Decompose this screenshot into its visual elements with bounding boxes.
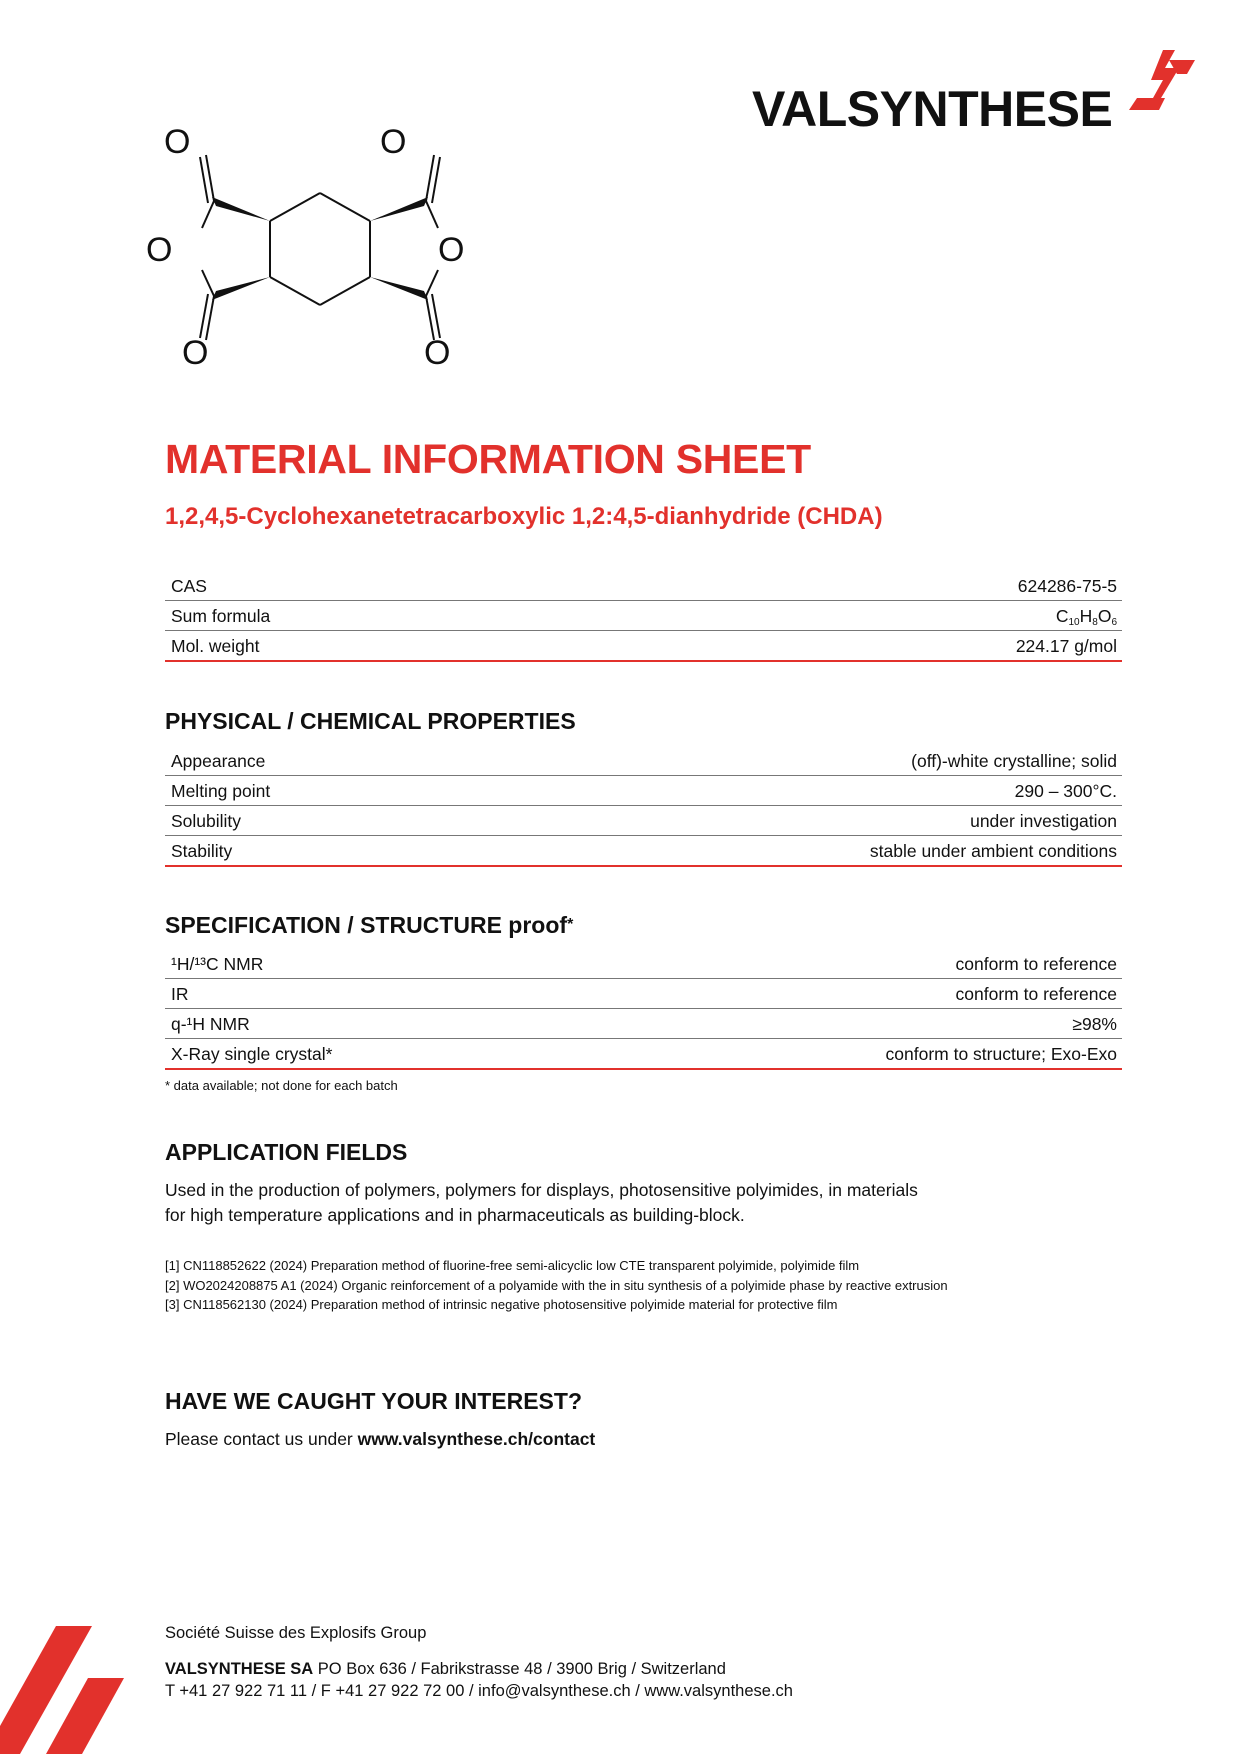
oxygen-label: O [182,334,209,372]
row-label: q-¹H NMR [171,1014,250,1034]
row-label: CAS [171,576,207,596]
compound-name: 1,2,4,5-Cyclohexanetetracarboxylic 1,2:4,5-dianhydride (CHDA) [165,503,883,530]
row-value: under investigation [970,811,1117,831]
row-label: Appearance [171,751,266,771]
row-value: conform to structure; Exo-Exo [885,1044,1117,1064]
oxygen-label: O [146,231,173,269]
identity-table [165,571,1122,662]
company-logo [752,46,1196,142]
logo-flash-icon [1125,46,1197,126]
contact-line: Please contact us under www.valsynthese.ch/contact [165,1429,596,1449]
table-row [165,601,1122,631]
table-row [165,776,1122,806]
oxygen-label: O [380,123,407,161]
contact-link[interactable]: www.valsynthese.ch/contact [357,1429,596,1449]
table-row [165,1009,1122,1039]
application-text: Used in the production of polymers, polymers for displays, photosensitive polyimides, in materials for high temperature applications and in pharmaceuticals as building-block. [165,1180,918,1225]
row-label: Stability [171,841,233,861]
table-row [165,806,1122,836]
row-value: 224.17 g/mol [1015,636,1117,656]
footer-contact: T +41 27 922 71 11 / F +41 27 922 72 00 / info@valsynthese.ch / www.valsynthese.ch [165,1682,793,1700]
footer-group: Société Suisse des Explosifs Group [165,1624,427,1642]
oxygen-label: O [438,231,465,269]
row-value: (off)-white crystalline; solid [911,751,1117,771]
table-row [165,631,1122,662]
table-row [165,746,1122,776]
sum-formula-value: $C_{10}H_8O_6$ [1055,606,1117,628]
footer-stripes-decoration [0,1626,126,1754]
interest-heading: HAVE WE CAUGHT YOUR INTEREST? [165,1388,582,1414]
oxygen-label: O [424,334,451,372]
reference-item: [2] WO2024208875 A1 (2024) Organic reinforcement of a polyamide with the in situ synthesis of a polyimide phase by reactive extrusion [165,1277,948,1293]
physical-properties-heading: PHYSICAL / CHEMICAL PROPERTIES [165,708,576,734]
row-label: IR [171,984,189,1004]
table-row [165,1039,1122,1070]
table-row [165,979,1122,1009]
document-title: MATERIAL INFORMATION SHEET [165,436,811,482]
row-label: Solubility [171,811,242,831]
row-label: X-Ray single crystal* [171,1044,333,1064]
row-label: Mol. weight [171,636,260,656]
chemical-structure-diagram [146,118,480,378]
reference-item: [1] CN118852622 (2024) Preparation method of fluorine-free semi-alicyclic low CTE transparent polyimide, polyimide film [165,1258,860,1273]
row-value: stable under ambient conditions [869,841,1117,861]
row-label: Melting point [171,781,271,801]
application-heading: APPLICATION FIELDS [165,1139,408,1165]
row-label: Sum formula [171,606,271,626]
specification-table [165,949,1122,1070]
table-row [165,949,1122,979]
row-value: 290 – 300°C. [1014,781,1117,801]
row-value: conform to reference [955,984,1117,1004]
specification-footnote: * data available; not done for each batch [165,1078,398,1093]
specification-heading: SPECIFICATION / STRUCTURE proof* [165,912,574,938]
row-value: ≥98% [1072,1014,1117,1034]
reference-item: [3] CN118562130 (2024) Preparation method of intrinsic negative photosensitive polyimide material for protective film [165,1297,838,1312]
row-value: conform to reference [955,954,1117,974]
reference-list [165,1256,948,1315]
physical-properties-table [165,746,1122,867]
table-row [165,571,1122,601]
row-label: ¹H/¹³C NMR [171,954,264,974]
table-row [165,836,1122,867]
footer-address: VALSYNTHESE SA PO Box 636 / Fabrikstrasse 48 / 3900 Brig / Switzerland [165,1660,726,1678]
oxygen-label: O [164,123,191,161]
logo-wordmark: VALSYNTHESE [752,81,1113,137]
row-value: 624286-75-5 [1017,576,1117,596]
